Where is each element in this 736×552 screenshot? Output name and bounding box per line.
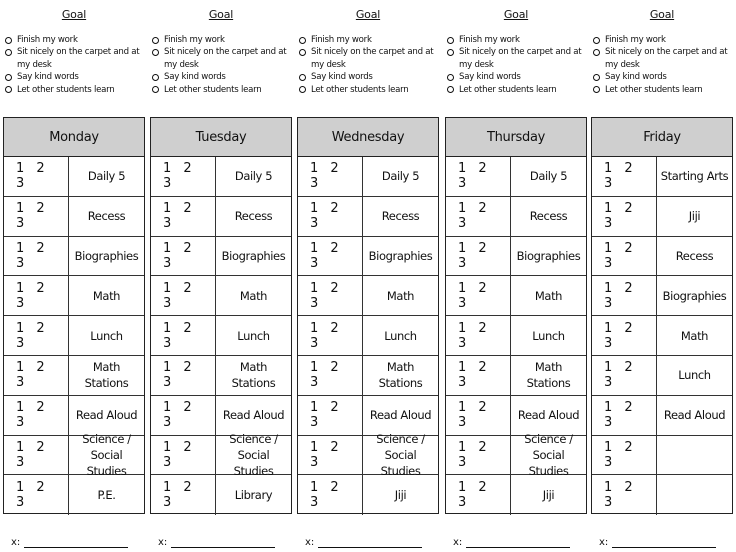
goal-item bbox=[5, 84, 147, 96]
goal-title: Goal bbox=[355, 8, 381, 21]
activity-cell: Biographies bbox=[662, 288, 727, 303]
activity-cell: Science / Social Studies bbox=[82, 431, 131, 478]
signature-blank[interactable] bbox=[612, 539, 716, 548]
table-row bbox=[592, 197, 732, 237]
table-row bbox=[592, 436, 732, 476]
signature-line[interactable] bbox=[599, 537, 716, 548]
rating-cell[interactable]: 1 2 3 bbox=[592, 157, 657, 196]
rating-cell[interactable]: 1 2 3 bbox=[4, 436, 69, 475]
goal-item bbox=[447, 34, 589, 46]
rating-cell[interactable]: 1 2 3 bbox=[151, 237, 216, 276]
signature-blank[interactable] bbox=[318, 539, 422, 548]
goal-text: Finish my work bbox=[605, 35, 666, 45]
activity-cell bbox=[657, 475, 732, 515]
signature-line[interactable] bbox=[158, 537, 275, 548]
activity-cell: Lunch bbox=[384, 328, 417, 343]
goal-text: Finish my work bbox=[17, 35, 78, 45]
activity-cell: Jiji bbox=[688, 209, 701, 224]
goal-title: Goal bbox=[649, 8, 675, 21]
goal-text: Let other students learn bbox=[164, 84, 262, 95]
rating-cell[interactable]: 1 2 3 bbox=[592, 276, 657, 315]
goal-text: Sit nicely on the carpet and at my desk bbox=[311, 47, 434, 70]
rating-cell[interactable]: 1 2 3 bbox=[4, 157, 69, 196]
activity-cell: Biographies bbox=[221, 248, 286, 263]
goal-item bbox=[299, 34, 441, 46]
activity-cell: Recess bbox=[234, 209, 273, 224]
table-row bbox=[4, 431, 144, 478]
rating-cell[interactable]: 1 2 3 bbox=[151, 396, 216, 435]
goal-text: Let other students learn bbox=[605, 84, 703, 95]
activity-cell: Science / Social Studies bbox=[524, 431, 573, 478]
rating-cell[interactable]: 1 2 3 bbox=[446, 436, 511, 475]
table-row bbox=[298, 475, 438, 515]
goal-text: Let other students learn bbox=[311, 84, 409, 95]
activity-cell: Math Stations bbox=[526, 360, 571, 391]
goal-list bbox=[299, 34, 441, 96]
goal-text: Say kind words bbox=[17, 72, 79, 83]
circle-bullet-icon bbox=[5, 49, 12, 56]
goal-text: Say kind words bbox=[459, 72, 521, 83]
table-row bbox=[446, 396, 586, 436]
table-row bbox=[446, 356, 586, 396]
table-row bbox=[592, 356, 732, 396]
table-row bbox=[4, 157, 144, 197]
goal-list bbox=[5, 34, 147, 96]
circle-bullet-icon bbox=[152, 86, 159, 93]
circle-bullet-icon bbox=[593, 74, 600, 81]
circle-bullet-icon bbox=[447, 74, 454, 81]
activity-cell: Library bbox=[234, 488, 273, 503]
activity-cell: Biographies bbox=[516, 248, 581, 263]
activity-cell: Math Stations bbox=[378, 360, 423, 391]
schedule-table bbox=[3, 117, 145, 514]
day-header: Tuesday bbox=[151, 118, 291, 157]
goal-text: Finish my work bbox=[164, 35, 225, 45]
circle-bullet-icon bbox=[447, 49, 454, 56]
day-column-tuesday bbox=[150, 0, 292, 552]
activity-cell: Daily 5 bbox=[87, 169, 126, 184]
table-row bbox=[4, 316, 144, 356]
goal-item bbox=[447, 46, 589, 71]
circle-bullet-icon bbox=[5, 86, 12, 93]
activity-cell: Read Aloud bbox=[222, 408, 285, 423]
activity-cell: Science / Social Studies bbox=[376, 431, 425, 478]
goal-item bbox=[593, 84, 735, 96]
table-row bbox=[446, 475, 586, 515]
circle-bullet-icon bbox=[5, 74, 12, 81]
signature-blank[interactable] bbox=[171, 539, 275, 548]
signature-label: x: bbox=[453, 537, 463, 548]
table-row bbox=[4, 396, 144, 436]
table-row bbox=[298, 356, 438, 396]
goal-item bbox=[152, 34, 294, 46]
rating-cell[interactable]: 1 2 3 bbox=[298, 237, 363, 276]
table-row bbox=[151, 157, 291, 197]
rating-cell[interactable]: 1 2 3 bbox=[298, 436, 363, 475]
table-row bbox=[592, 276, 732, 316]
rating-cell[interactable]: 1 2 3 bbox=[4, 475, 69, 515]
goal-item bbox=[152, 71, 294, 83]
activity-cell: Daily 5 bbox=[529, 169, 568, 184]
goal-text: Say kind words bbox=[605, 72, 667, 83]
activity-cell: Biographies bbox=[74, 248, 139, 263]
goal-item bbox=[593, 34, 735, 46]
circle-bullet-icon bbox=[152, 74, 159, 81]
goal-item bbox=[299, 84, 441, 96]
table-row bbox=[446, 237, 586, 277]
table-row bbox=[446, 316, 586, 356]
circle-bullet-icon bbox=[299, 49, 306, 56]
rating-cell[interactable]: 1 2 3 bbox=[151, 157, 216, 196]
activity-cell: Recess bbox=[381, 209, 420, 224]
signature-label: x: bbox=[158, 537, 168, 548]
goal-text: Sit nicely on the carpet and at my desk bbox=[459, 47, 582, 70]
signature-label: x: bbox=[11, 537, 21, 548]
activity-cell: Recess bbox=[529, 209, 568, 224]
circle-bullet-icon bbox=[299, 74, 306, 81]
table-row bbox=[298, 157, 438, 197]
table-row bbox=[151, 276, 291, 316]
goal-item bbox=[152, 46, 294, 71]
day-header: Wednesday bbox=[298, 118, 438, 157]
rating-cell[interactable]: 1 2 3 bbox=[151, 316, 216, 355]
signature-label: x: bbox=[599, 537, 609, 548]
goal-text: Finish my work bbox=[311, 35, 372, 45]
activity-cell: P.E. bbox=[97, 488, 116, 503]
table-row bbox=[592, 237, 732, 277]
rating-cell[interactable]: 1 2 3 bbox=[592, 436, 657, 475]
goal-title: Goal bbox=[61, 8, 87, 21]
goal-text: Let other students learn bbox=[459, 84, 557, 95]
table-row bbox=[151, 396, 291, 436]
activity-cell: Starting Arts bbox=[660, 169, 729, 184]
activity-cell: Recess bbox=[87, 209, 126, 224]
rating-cell[interactable]: 1 2 3 bbox=[446, 356, 511, 395]
table-row bbox=[4, 356, 144, 396]
signature-line[interactable] bbox=[453, 537, 570, 548]
activity-cell: Read Aloud bbox=[517, 408, 580, 423]
rating-cell[interactable]: 1 2 3 bbox=[298, 475, 363, 515]
goal-list bbox=[593, 34, 735, 96]
schedule-table bbox=[150, 117, 292, 514]
table-row bbox=[151, 237, 291, 277]
activity-cell: Read Aloud bbox=[75, 408, 138, 423]
goal-item bbox=[299, 46, 441, 71]
circle-bullet-icon bbox=[593, 86, 600, 93]
activity-cell bbox=[657, 436, 732, 475]
day-column-wednesday bbox=[297, 0, 439, 552]
activity-cell: Lunch bbox=[90, 328, 123, 343]
circle-bullet-icon bbox=[447, 37, 454, 44]
rating-cell[interactable]: 1 2 3 bbox=[592, 316, 657, 355]
rating-cell[interactable]: 1 2 3 bbox=[151, 197, 216, 236]
rating-cell[interactable]: 1 2 3 bbox=[592, 356, 657, 395]
activity-cell: Jiji bbox=[394, 488, 407, 503]
rating-cell[interactable]: 1 2 3 bbox=[4, 396, 69, 435]
goal-list bbox=[152, 34, 294, 96]
activity-cell: Lunch bbox=[532, 328, 565, 343]
rating-cell[interactable]: 1 2 3 bbox=[446, 475, 511, 515]
activity-cell: Math bbox=[534, 288, 563, 303]
rating-cell[interactable]: 1 2 3 bbox=[592, 396, 657, 435]
rating-cell[interactable]: 1 2 3 bbox=[4, 237, 69, 276]
table-row bbox=[592, 157, 732, 197]
goal-title: Goal bbox=[503, 8, 529, 21]
table-row bbox=[592, 316, 732, 356]
goal-item bbox=[5, 34, 147, 46]
signature-line[interactable] bbox=[305, 537, 422, 548]
activity-cell: Daily 5 bbox=[381, 169, 420, 184]
goal-item bbox=[152, 84, 294, 96]
activity-cell: Daily 5 bbox=[234, 169, 273, 184]
signature-label: x: bbox=[305, 537, 315, 548]
rating-cell[interactable]: 1 2 3 bbox=[298, 197, 363, 236]
circle-bullet-icon bbox=[152, 49, 159, 56]
rating-cell[interactable]: 1 2 3 bbox=[151, 436, 216, 475]
activity-cell: Recess bbox=[675, 248, 714, 263]
goal-text: Sit nicely on the carpet and at my desk bbox=[605, 47, 728, 70]
table-row bbox=[298, 237, 438, 277]
rating-cell[interactable]: 1 2 3 bbox=[592, 475, 657, 515]
table-row bbox=[446, 157, 586, 197]
goal-text: Finish my work bbox=[459, 35, 520, 45]
goal-item bbox=[593, 71, 735, 83]
activity-cell: Math bbox=[680, 328, 709, 343]
goal-title: Goal bbox=[208, 8, 234, 21]
day-column-friday bbox=[591, 0, 733, 552]
circle-bullet-icon bbox=[447, 86, 454, 93]
goal-item bbox=[447, 71, 589, 83]
rating-cell[interactable]: 1 2 3 bbox=[4, 316, 69, 355]
table-row bbox=[298, 276, 438, 316]
signature-blank[interactable] bbox=[466, 539, 570, 548]
goal-text: Say kind words bbox=[311, 72, 373, 83]
goal-item bbox=[5, 46, 147, 71]
table-row bbox=[151, 356, 291, 396]
table-row bbox=[151, 475, 291, 515]
rating-cell[interactable]: 1 2 3 bbox=[4, 197, 69, 236]
activity-cell: Math bbox=[239, 288, 268, 303]
activity-cell: Jiji bbox=[542, 488, 555, 503]
day-column-monday bbox=[3, 0, 145, 552]
rating-cell[interactable]: 1 2 3 bbox=[151, 475, 216, 515]
goal-item bbox=[299, 71, 441, 83]
goal-item bbox=[5, 71, 147, 83]
table-row bbox=[4, 237, 144, 277]
activity-cell: Math Stations bbox=[231, 360, 276, 391]
table-row bbox=[446, 431, 586, 478]
rating-cell[interactable]: 1 2 3 bbox=[446, 237, 511, 276]
activity-cell: Math bbox=[92, 288, 121, 303]
signature-line[interactable] bbox=[11, 537, 128, 548]
goal-text: Sit nicely on the carpet and at my desk bbox=[17, 47, 140, 70]
table-row bbox=[592, 396, 732, 436]
table-row bbox=[151, 431, 291, 478]
activity-cell: Science / Social Studies bbox=[229, 431, 278, 478]
table-row bbox=[298, 431, 438, 478]
schedule-table bbox=[297, 117, 439, 514]
signature-blank[interactable] bbox=[24, 539, 128, 548]
day-header: Friday bbox=[592, 118, 732, 157]
activity-cell: Read Aloud bbox=[369, 408, 432, 423]
circle-bullet-icon bbox=[299, 86, 306, 93]
activity-cell: Read Aloud bbox=[663, 408, 726, 423]
table-row bbox=[592, 475, 732, 515]
goal-text: Say kind words bbox=[164, 72, 226, 83]
table-row bbox=[4, 197, 144, 237]
rating-cell[interactable]: 1 2 3 bbox=[446, 396, 511, 435]
table-row bbox=[4, 276, 144, 316]
schedule-table bbox=[445, 117, 587, 514]
table-row bbox=[151, 316, 291, 356]
rating-cell[interactable]: 1 2 3 bbox=[298, 276, 363, 315]
rating-cell[interactable]: 1 2 3 bbox=[592, 197, 657, 236]
day-header: Thursday bbox=[446, 118, 586, 157]
day-header: Monday bbox=[4, 118, 144, 157]
rating-cell[interactable]: 1 2 3 bbox=[151, 276, 216, 315]
goal-list bbox=[447, 34, 589, 96]
rating-cell[interactable]: 1 2 3 bbox=[151, 356, 216, 395]
activity-cell: Lunch bbox=[678, 368, 711, 383]
table-row bbox=[446, 197, 586, 237]
circle-bullet-icon bbox=[593, 37, 600, 44]
activity-cell: Math Stations bbox=[84, 360, 129, 391]
table-row bbox=[298, 316, 438, 356]
day-column-thursday bbox=[445, 0, 587, 552]
activity-cell: Lunch bbox=[237, 328, 270, 343]
circle-bullet-icon bbox=[299, 37, 306, 44]
activity-cell: Biographies bbox=[368, 248, 433, 263]
rating-cell[interactable]: 1 2 3 bbox=[446, 276, 511, 315]
goal-text: Sit nicely on the carpet and at my desk bbox=[164, 47, 287, 70]
rating-cell[interactable]: 1 2 3 bbox=[4, 356, 69, 395]
circle-bullet-icon bbox=[152, 37, 159, 44]
rating-cell[interactable]: 1 2 3 bbox=[446, 316, 511, 355]
rating-cell[interactable]: 1 2 3 bbox=[446, 197, 511, 236]
table-row bbox=[4, 475, 144, 515]
circle-bullet-icon bbox=[593, 49, 600, 56]
rating-cell[interactable]: 1 2 3 bbox=[298, 157, 363, 196]
activity-cell: Math bbox=[386, 288, 415, 303]
rating-cell[interactable]: 1 2 3 bbox=[298, 356, 363, 395]
table-row bbox=[298, 197, 438, 237]
goal-item bbox=[447, 84, 589, 96]
goal-item bbox=[593, 46, 735, 71]
rating-cell[interactable]: 1 2 3 bbox=[298, 396, 363, 435]
table-row bbox=[298, 396, 438, 436]
rating-cell[interactable]: 1 2 3 bbox=[446, 157, 511, 196]
rating-cell[interactable]: 1 2 3 bbox=[592, 237, 657, 276]
schedule-table bbox=[591, 117, 733, 514]
goal-text: Let other students learn bbox=[17, 84, 115, 95]
circle-bullet-icon bbox=[5, 37, 12, 44]
rating-cell[interactable]: 1 2 3 bbox=[4, 276, 69, 315]
table-row bbox=[446, 276, 586, 316]
table-row bbox=[151, 197, 291, 237]
rating-cell[interactable]: 1 2 3 bbox=[298, 316, 363, 355]
